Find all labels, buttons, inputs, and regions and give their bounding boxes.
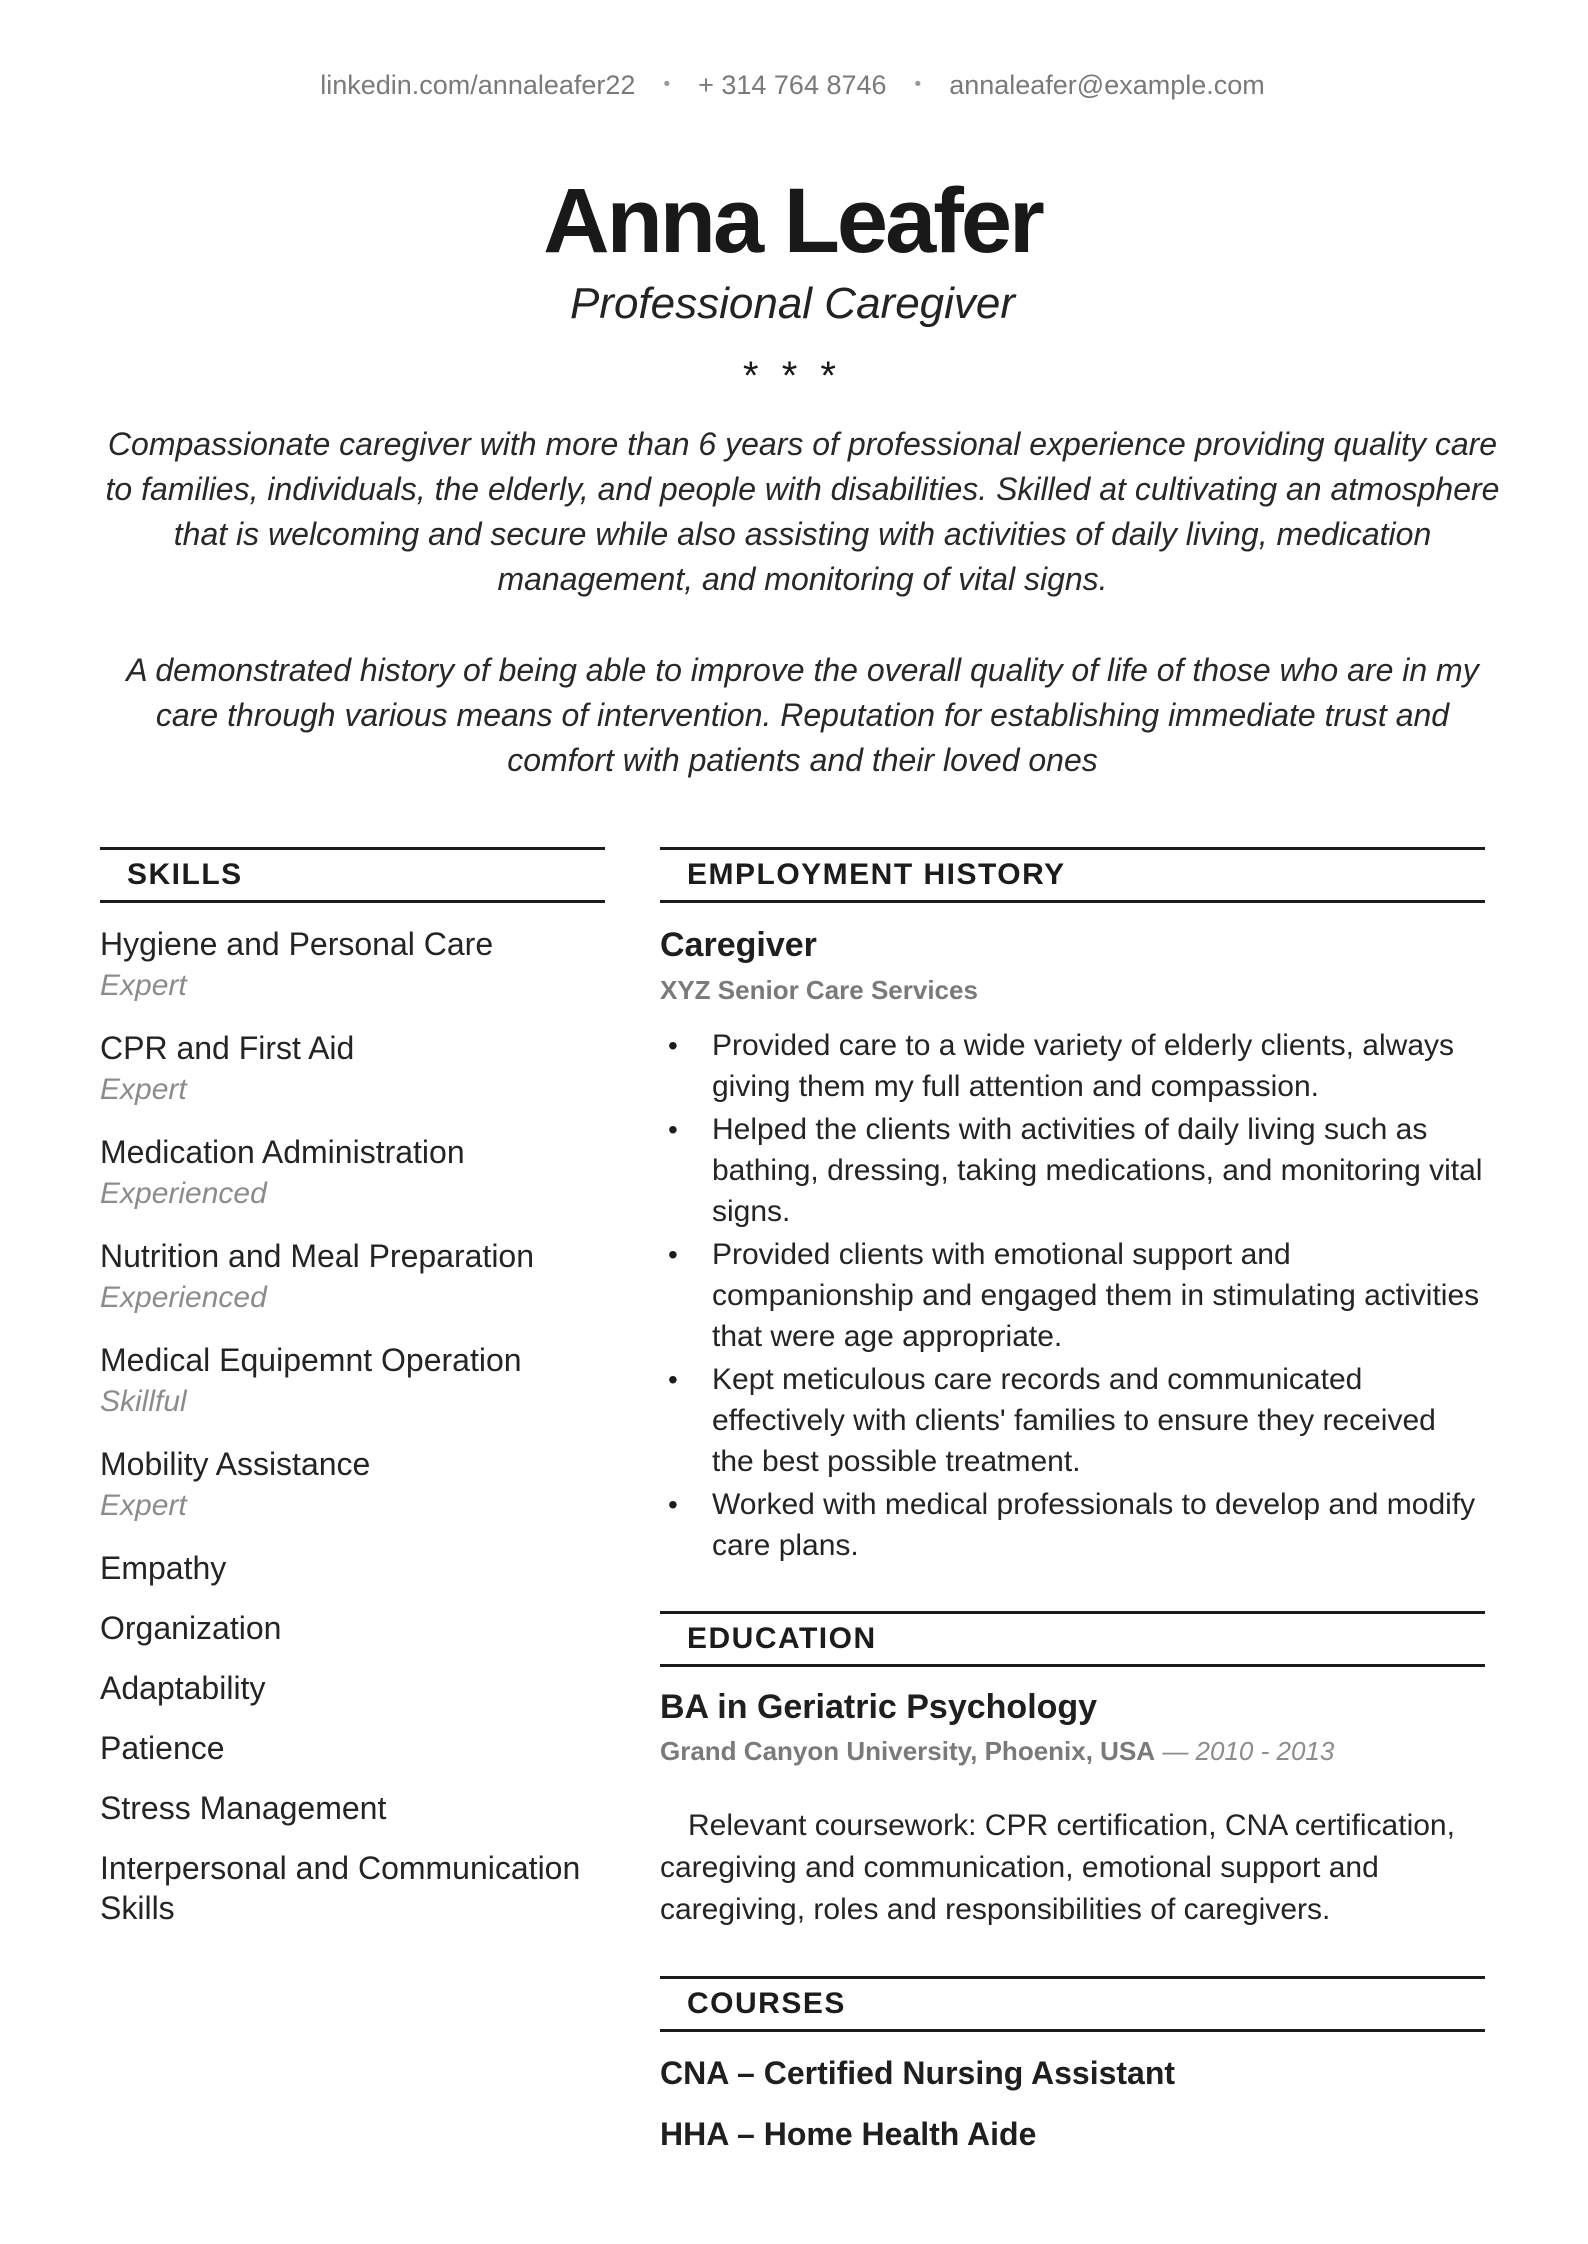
skill-item (100, 1340, 605, 1419)
job-bullet (660, 1234, 1485, 1357)
bullet-text: Worked with medical professionals to develop and modify care plans. (712, 1488, 1476, 1562)
candidate-title: Professional Caregiver (569, 279, 1016, 328)
skill-item (100, 1668, 605, 1708)
skills-heading: SKILLS (127, 858, 243, 891)
bullet-text: Kept meticulous care records and communicated effectively with clients' families to ensure they received the best possible treatment. (712, 1363, 1436, 1478)
skill-name: Hygiene and Personal Care (100, 926, 494, 962)
company-name: XYZ Senior Care Services (660, 975, 978, 1005)
bullet-icon (668, 1025, 678, 1066)
skill-item (100, 1728, 605, 1768)
skill-item (100, 1132, 605, 1211)
skills-column (100, 847, 605, 2154)
bullet-text: Provided care to a wide variety of elderly clients, always giving them my full attention and compassion. (712, 1029, 1455, 1103)
school-line (660, 1735, 1485, 1767)
summary-paragraph: Compassionate caregiver with more than 6 years of professional experience providing quality care to families, individuals, the elderly, and people with disabilities. Skilled at cultivating an atmosphere that is welcoming and secure while also assisting with activities of daily living, medication management, and monitoring of vital signs. (105, 426, 1500, 597)
two-column-layout (100, 847, 1485, 2154)
job-bullet (660, 1484, 1485, 1566)
skill-name: Nutrition and Meal Preparation (100, 1238, 535, 1274)
skill-level: Expert (100, 1073, 187, 1106)
linkedin-url: linkedin.com/annaleafer22 (320, 70, 636, 100)
skill-item (100, 924, 605, 1003)
candidate-name: Anna Leafer (543, 170, 1042, 272)
courses-header (660, 1976, 1485, 2032)
phone-number: + 314 764 8746 (698, 70, 887, 100)
skills-list (100, 924, 605, 1928)
job-bullets (660, 1025, 1485, 1566)
bullet-icon (668, 1359, 678, 1400)
education-heading: EDUCATION (687, 1622, 877, 1655)
main-column (660, 847, 1485, 2154)
skill-name: Stress Management (100, 1790, 387, 1826)
skill-name: Organization (100, 1610, 282, 1646)
skill-item (100, 1608, 605, 1648)
skill-level: Expert (100, 1489, 187, 1522)
courses-heading: COURSES (687, 1987, 846, 2020)
job-entry (660, 925, 1485, 1566)
skills-header (100, 847, 605, 903)
course-item: HHA – Home Health Aide (660, 2116, 1037, 2152)
bullet-icon (668, 1234, 678, 1275)
coursework-text: Relevant coursework: CPR certification, CNA certification, caregiving and communication, emotional support and caregiving, roles and responsibilities of caregivers. (660, 1809, 1455, 1926)
employment-header (660, 847, 1485, 903)
education-header (660, 1611, 1485, 1667)
job-title: Caregiver (660, 926, 817, 964)
education-entry (660, 1687, 1485, 1931)
skill-name: Interpersonal and Communication Skills (100, 1850, 581, 1926)
skill-item (100, 1444, 605, 1523)
skill-level: Expert (100, 969, 187, 1002)
bullet-text: Helped the clients with activities of daily living such as bathing, dressing, taking medications, and monitoring vital signs. (712, 1113, 1483, 1228)
skill-item (100, 1028, 605, 1107)
skill-level: Skillful (100, 1385, 187, 1418)
skill-name: Patience (100, 1730, 225, 1766)
skill-item (100, 1848, 605, 1928)
skill-item (100, 1548, 605, 1588)
skill-name: Mobility Assistance (100, 1446, 371, 1482)
skill-name: Medical Equipemnt Operation (100, 1342, 522, 1378)
school-name: Grand Canyon University, Phoenix, USA (660, 1736, 1156, 1766)
dot-separator: • (914, 74, 922, 95)
skill-level: Experienced (100, 1177, 267, 1210)
degree-title: BA in Geriatric Psychology (660, 1688, 1098, 1726)
stars-divider: * * * (743, 354, 842, 398)
bullet-text: Provided clients with emotional support and companionship and engaged them in stimulating activities that were age appropriate. (712, 1238, 1480, 1353)
job-bullet (660, 1359, 1485, 1482)
summary-paragraph: A demonstrated history of being able to improve the overall quality of life of those who are in my care through various means of intervention. Reputation for establishing immediate trust and comfort with patients and their loved ones (126, 652, 1479, 778)
bullet-icon (668, 1484, 678, 1525)
contact-row (100, 70, 1485, 100)
skill-item (100, 1788, 605, 1828)
bullet-icon (668, 1109, 678, 1150)
education-dates: — 2010 - 2013 (1162, 1736, 1335, 1766)
dot-separator: • (663, 74, 671, 95)
skill-name: Empathy (100, 1550, 227, 1586)
job-bullet (660, 1109, 1485, 1232)
employment-heading: EMPLOYMENT HISTORY (687, 858, 1066, 891)
skill-name: Adaptability (100, 1670, 266, 1706)
skill-name: Medication Administration (100, 1134, 465, 1170)
job-bullet (660, 1025, 1485, 1107)
course-item: CNA – Certified Nursing Assistant (660, 2055, 1176, 2091)
skill-level: Experienced (100, 1281, 267, 1314)
summary-section (100, 422, 1505, 783)
email-address: annaleafer@example.com (949, 70, 1265, 100)
skill-item (100, 1236, 605, 1315)
skill-name: CPR and First Aid (100, 1030, 355, 1066)
